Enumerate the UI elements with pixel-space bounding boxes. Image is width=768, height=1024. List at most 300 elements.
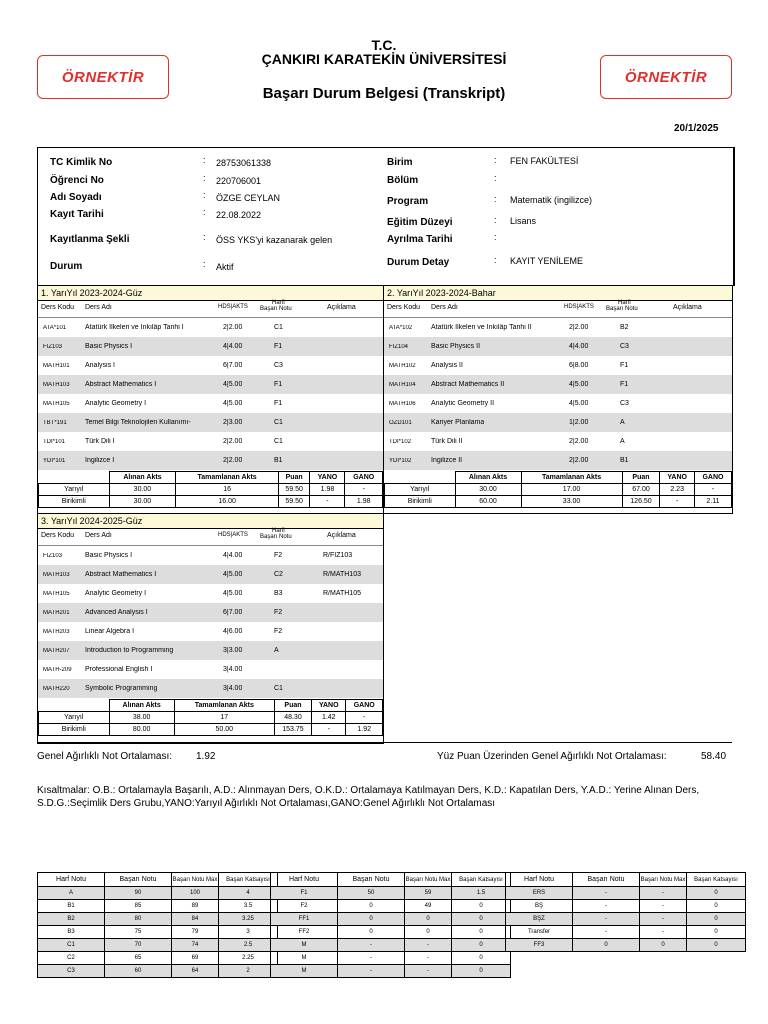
col-note: Açıklama (327, 304, 356, 311)
info-value: ÖSS YKS'yi kazanarak gelen (216, 235, 333, 245)
course-name: Basic Physics II (431, 343, 481, 350)
legend-row (271, 913, 511, 926)
course-hds: 3|3.00 (223, 647, 243, 654)
summary-header: Tamamlanan Akts (176, 472, 278, 484)
course-hds: 2|2.00 (569, 457, 589, 464)
info-label: Adı Soyadı (50, 192, 102, 203)
course-grade: F2 (274, 628, 283, 635)
info-colon: : (494, 232, 497, 242)
info-label: Program (387, 196, 429, 207)
semester-title: 1. YarıYıl 2023-2024-Güz (38, 286, 383, 301)
legend-cell: FF3 (506, 939, 573, 952)
info-colon: : (203, 259, 206, 269)
summary-corner (39, 472, 110, 484)
course-grade: C3 (274, 362, 283, 369)
course-code: MATH105 (43, 401, 70, 407)
summary-value: 17 (174, 712, 274, 724)
legend-cell: F1 (271, 887, 338, 900)
col-grade: Harfl (272, 528, 285, 534)
course-name: Abstract Mathematics I (85, 381, 157, 388)
legend-cell: 3 (219, 926, 278, 939)
legend-cell: FF1 (271, 913, 338, 926)
legend-row (271, 965, 511, 978)
legend-cell: 75 (105, 926, 172, 939)
course-row (384, 394, 732, 413)
course-code: MATH103 (43, 382, 70, 388)
legend-row (271, 926, 511, 939)
grade-legend-table (270, 872, 511, 978)
legend-row (271, 952, 511, 965)
legend-row (506, 939, 746, 952)
legend-row (38, 887, 278, 900)
course-name: Analytic Geometry I (85, 590, 147, 597)
stamp-text: ÖRNEKTİR (624, 68, 708, 86)
course-code: ATA*102 (389, 325, 413, 331)
course-code: MATH103 (43, 572, 70, 578)
legend-cell: - (640, 913, 687, 926)
course-hds: 6|7.00 (223, 362, 243, 369)
course-grade: F2 (274, 552, 283, 559)
course-hds: 1|2.00 (569, 419, 589, 426)
legend-header: Harf Notu (38, 873, 105, 887)
legend-cell: - (640, 887, 687, 900)
legend-cell: 4 (219, 887, 278, 900)
col-name: Ders Adı (431, 304, 458, 311)
gano-label: Genel Ağırlıklı Not Ortalaması: (37, 751, 173, 762)
legend-cell: - (405, 939, 452, 952)
legend-header-row (506, 873, 746, 887)
legend-cell: M (271, 952, 338, 965)
info-colon: : (203, 173, 206, 183)
course-grade: F1 (274, 381, 283, 388)
legend-cell: C1 (38, 939, 105, 952)
info-label: Eğitim Düzeyi (387, 217, 453, 228)
col-note: Açıklama (673, 304, 702, 311)
legend-cell: Transfer (506, 926, 573, 939)
yuz-puan-value: 58.40 (701, 751, 727, 762)
legend-cell: BŞZ (506, 913, 573, 926)
course-hds: 2|2.00 (569, 324, 589, 331)
course-grade: B2 (620, 324, 629, 331)
course-code: FİZ103 (43, 344, 63, 350)
summary-label: Birikimli (385, 496, 456, 508)
info-value: KAYIT YENİLEME (510, 256, 584, 266)
info-label: Bölüm (387, 175, 419, 186)
course-name: Professional English I (85, 666, 153, 673)
info-label: TC Kimlik No (50, 157, 113, 168)
col-grade: Başarı Notu (606, 306, 638, 312)
course-grade: B1 (620, 457, 629, 464)
course-row (38, 565, 383, 584)
info-label: Kayıt Tarihi (50, 209, 104, 220)
summary-header: Tamamlanan Akts (521, 472, 622, 484)
legend-cell: 64 (172, 965, 219, 978)
course-name: Analytic Geometry II (431, 400, 495, 407)
course-row (384, 337, 732, 356)
legend-cell: B1 (38, 900, 105, 913)
student-info-box (37, 147, 735, 286)
legend-cell: 84 (172, 913, 219, 926)
course-name: İngilizce I (85, 457, 115, 464)
course-hds: 4|5.00 (223, 381, 243, 388)
legend-row (38, 952, 278, 965)
legend-header-row (38, 873, 278, 887)
semester-1 (37, 285, 384, 514)
legend-cell: 2.5 (219, 939, 278, 952)
info-label: Durum (50, 261, 83, 272)
legend-cell: 70 (105, 939, 172, 952)
course-row (38, 337, 383, 356)
legend-cell: - (640, 900, 687, 913)
course-row (384, 451, 732, 470)
legend-cell: F2 (271, 900, 338, 913)
legend-cell: 0 (338, 900, 405, 913)
legend-header: Başarı Notu Max (640, 873, 687, 887)
document-date: 20/1/2025 (674, 123, 719, 134)
course-code: TDİ*102 (389, 439, 412, 445)
course-code: FİZ103 (43, 553, 63, 559)
col-code: Ders Kodu (41, 304, 75, 311)
summary-value: 59.50 (278, 484, 310, 496)
col-hds: HDS|AKTS (218, 304, 248, 310)
course-note: R/FİZ103 (323, 552, 353, 559)
course-hds: 4|5.00 (223, 400, 243, 407)
legend-header: Başarı Notu (573, 873, 640, 887)
summary-header-row (39, 472, 383, 484)
legend-cell: 0 (338, 913, 405, 926)
legend-cell: 2 (219, 965, 278, 978)
course-name: Türk Dili II (431, 438, 463, 445)
course-grade: C1 (274, 438, 283, 445)
info-colon: : (494, 255, 497, 265)
summary-value: 153.75 (274, 724, 311, 736)
university-name: ÇANKIRI KARATEKİN ÜNİVERSİTESİ (261, 51, 507, 67)
legend-cell: - (573, 900, 640, 913)
legend-cell: M (271, 965, 338, 978)
info-value: 220706001 (216, 176, 262, 186)
legend-header: Başarı Katsayısı (219, 873, 278, 887)
abbreviations-text: Kısaltmalar: O.B.: Ortalamayla Başarılı, A.D.: Alınmayan Ders, O.K.D.: Ortalamaya Katılmayan Ders, K.D.: Kapatılan Ders, Y.A.D.: Yerine Alınan Ders, S.D.G.:Seçimlik Ders Grubu,YANO:Yarıyıl Ağırlıklı Not Ortalaması,GANO:Genel Ağırlıklı Not Ortalaması (37, 785, 700, 809)
legend-cell: 100 (172, 887, 219, 900)
legend-cell: 0 (452, 965, 511, 978)
course-row (38, 679, 383, 698)
col-grade: Harfl (272, 300, 285, 306)
summary-value: 30.00 (109, 484, 176, 496)
course-hds: 4|5.00 (223, 571, 243, 578)
course-hds: 4|4.00 (223, 552, 243, 559)
course-column-headers (38, 529, 383, 546)
course-name: Analytic Geometry I (85, 400, 147, 407)
legend-cell: 59 (405, 887, 452, 900)
col-code: Ders Kodu (41, 532, 75, 539)
col-hds: HDS|AKTS (564, 304, 594, 310)
course-hds: 4|5.00 (569, 400, 589, 407)
summary-value: 1.42 (312, 712, 346, 724)
summary-row (39, 484, 383, 496)
legend-cell: 3.25 (219, 913, 278, 926)
summary-value: 1.98 (310, 484, 345, 496)
summary-value: 16 (176, 484, 278, 496)
legend-cell: A (38, 887, 105, 900)
summary-label: Yarıyıl (39, 484, 110, 496)
summary-value: - (345, 484, 383, 496)
legend-cell: B3 (38, 926, 105, 939)
course-code: MATH102 (389, 363, 416, 369)
summary-value: 2.11 (694, 496, 731, 508)
legend-cell: 80 (105, 913, 172, 926)
course-note: R/MATH103 (323, 571, 361, 578)
course-name: Atatürk İlkeleri ve İnkılâp Tarihi II (431, 324, 532, 331)
legend-cell: - (338, 952, 405, 965)
course-name: Abstract Mathematics I (85, 571, 157, 578)
summary-value: 38.00 (109, 712, 174, 724)
legend-cell: - (405, 965, 452, 978)
course-row (38, 356, 383, 375)
legend-cell: C3 (38, 965, 105, 978)
summary-value: 60.00 (455, 496, 521, 508)
legend-cell: BŞ (506, 900, 573, 913)
course-hds: 2|2.00 (223, 457, 243, 464)
summary-value: 80.00 (109, 724, 174, 736)
course-row (384, 432, 732, 451)
info-value: Lisans (510, 216, 537, 226)
summary-value: - (660, 496, 695, 508)
info-value: 28753061338 (216, 158, 272, 168)
info-colon: : (203, 190, 206, 200)
course-code: MATH105 (43, 591, 70, 597)
course-name: Symbolic Programming (85, 685, 158, 692)
legend-row (38, 926, 278, 939)
course-code: MATH207 (43, 648, 70, 654)
course-grade: F2 (274, 609, 283, 616)
legend-row (271, 900, 511, 913)
course-grade: C2 (274, 571, 283, 578)
course-name: Kariyer Planlama (431, 419, 485, 426)
summary-row (385, 496, 732, 508)
legend-cell: 90 (105, 887, 172, 900)
semester-title: 2. YarıYıl 2023-2024-Bahar (384, 286, 732, 301)
legend-cell: ERS (506, 887, 573, 900)
course-row (38, 584, 383, 603)
info-colon: : (494, 173, 497, 183)
course-name: Linear Algebra I (85, 628, 135, 635)
course-hds: 4|5.00 (223, 590, 243, 597)
course-row (38, 375, 383, 394)
course-name: Basic Physics I (85, 343, 133, 350)
course-name: Türk Dili I (85, 438, 115, 445)
course-grade: A (620, 419, 625, 426)
legend-row (271, 887, 511, 900)
course-grade: A (274, 647, 279, 654)
course-grade: C1 (274, 685, 283, 692)
course-name: Analysis I (85, 362, 115, 369)
course-hds: 3|4.00 (223, 666, 243, 673)
course-name: Basic Physics I (85, 552, 133, 559)
col-note: Açıklama (327, 532, 356, 539)
summary-value: 30.00 (455, 484, 521, 496)
summary-row (39, 724, 383, 736)
col-hds: HDS|AKTS (218, 532, 248, 538)
col-grade: Başarı Notu (260, 306, 292, 312)
info-value: Matematik (ingilizce) (510, 195, 593, 205)
yuz-puan-label: Yüz Puan Üzerinden Genel Ağırlıklı Not Ortalaması: (437, 751, 667, 762)
info-value: 22.08.2022 (216, 210, 262, 220)
course-row (38, 318, 383, 337)
summary-value: - (694, 484, 731, 496)
summary-value: 126.50 (622, 496, 660, 508)
legend-cell: B2 (38, 913, 105, 926)
summary-label: Birikimli (39, 496, 110, 508)
summary-value: 1.98 (345, 496, 383, 508)
legend-row (38, 939, 278, 952)
info-value: FEN FAKÜLTESİ (510, 156, 579, 166)
legend-header: Başarı Notu (338, 873, 405, 887)
summary-value: 16.00 (176, 496, 278, 508)
legend-header: Başarı Katsayısı (687, 873, 746, 887)
info-value: ÖZGE CEYLAN (216, 193, 281, 203)
course-hds: 2|3.00 (223, 419, 243, 426)
legend-cell: 0 (338, 926, 405, 939)
legend-header: Harf Notu (271, 873, 338, 887)
header-tc: T.C. (371, 37, 397, 53)
info-colon: : (203, 232, 206, 242)
legend-row (38, 913, 278, 926)
summary-value: 48.30 (274, 712, 311, 724)
summary-header: Puan (622, 472, 660, 484)
info-label: Kayıtlanma Şekli (50, 234, 130, 245)
info-label: Öğrenci No (50, 175, 104, 186)
semester-2 (383, 285, 733, 514)
summary-header: YANO (660, 472, 695, 484)
summary-value: - (312, 724, 346, 736)
course-code: MATH-209 (43, 667, 72, 673)
course-hds: 2|2.00 (223, 324, 243, 331)
legend-header: Başarı Notu Max (172, 873, 219, 887)
course-row (38, 394, 383, 413)
course-code: OZD101 (389, 420, 412, 426)
course-code: MATH106 (389, 401, 416, 407)
course-name: Abstract Mathematics II (431, 381, 505, 388)
course-code: ATA*101 (43, 325, 67, 331)
info-colon: : (494, 155, 497, 165)
summary-corner (39, 700, 110, 712)
legend-row (506, 913, 746, 926)
summary-header-row (39, 700, 383, 712)
summary-label: Birikimli (39, 724, 110, 736)
info-colon: : (203, 207, 206, 217)
legend-cell: FF2 (271, 926, 338, 939)
legend-row (38, 900, 278, 913)
course-grade: A (620, 438, 625, 445)
legend-row (506, 887, 746, 900)
summary-header: GANO (345, 472, 383, 484)
summary-label: Yarıyıl (385, 484, 456, 496)
info-label: Ayrılma Tarihi (387, 234, 453, 245)
course-hds: 2|2.00 (569, 438, 589, 445)
legend-header: Başarı Notu Max (405, 873, 452, 887)
course-column-headers (384, 301, 732, 318)
course-hds: 3|4.00 (223, 685, 243, 692)
legend-cell: 0 (687, 913, 746, 926)
course-name: Analysis II (431, 362, 463, 369)
course-row (384, 413, 732, 432)
summary-header: YANO (312, 700, 346, 712)
summary-label: Yarıyıl (39, 712, 110, 724)
legend-row (506, 900, 746, 913)
legend-cell: 3.5 (219, 900, 278, 913)
col-name: Ders Adı (85, 532, 112, 539)
course-code: TBT*191 (43, 420, 67, 426)
summary-value: 33.00 (521, 496, 622, 508)
legend-header-row (271, 873, 511, 887)
course-grade: F1 (274, 343, 283, 350)
legend-header: Harf Notu (506, 873, 573, 887)
summary-value: - (310, 496, 345, 508)
legend-cell: 0 (687, 887, 746, 900)
col-code: Ders Kodu (387, 304, 421, 311)
course-grade: C1 (274, 419, 283, 426)
legend-cell: M (271, 939, 338, 952)
course-grade: F1 (620, 362, 629, 369)
course-code: MATH203 (43, 629, 70, 635)
course-grade: C3 (620, 343, 629, 350)
semester-summary (38, 699, 383, 736)
grade-legend-table (37, 872, 278, 978)
summary-header: GANO (694, 472, 731, 484)
grade-legend-table (505, 872, 746, 952)
legend-cell: 0 (573, 939, 640, 952)
summary-value: 1.92 (346, 724, 383, 736)
course-row (38, 622, 383, 641)
course-code: TDİ*101 (43, 439, 66, 445)
legend-cell: 65 (105, 952, 172, 965)
summary-header: YANO (310, 472, 345, 484)
course-row (384, 375, 732, 394)
legend-cell: - (573, 913, 640, 926)
course-name: Advanced Analysis I (85, 609, 148, 616)
legend-cell: 74 (172, 939, 219, 952)
legend-cell: 0 (452, 939, 511, 952)
course-name: Introduction to Programming (85, 647, 174, 654)
course-name: Temel Bilgi Teknolojileri Kullanımı- (85, 419, 191, 426)
legend-cell: 49 (405, 900, 452, 913)
course-grade: F1 (620, 381, 629, 388)
legend-header: Başarı Katsayısı (452, 873, 511, 887)
course-hds: 6|8.00 (569, 362, 589, 369)
legend-cell: 69 (172, 952, 219, 965)
summary-header: Alınan Akts (109, 700, 174, 712)
document-title: Başarı Durum Belgesi (Transkript) (262, 85, 506, 102)
semester-3 (37, 513, 384, 744)
summary-value: 50.00 (174, 724, 274, 736)
course-grade: B3 (274, 590, 283, 597)
course-name: Atatürk İlkeleri ve İnkılâp Tarihi I (85, 324, 184, 331)
legend-cell: 0 (405, 913, 452, 926)
summary-row (385, 484, 732, 496)
legend-row (506, 926, 746, 939)
legend-cell: 0 (687, 939, 746, 952)
summary-header: GANO (346, 700, 383, 712)
summary-header: Tamamlanan Akts (174, 700, 274, 712)
info-value: Aktif (216, 262, 234, 272)
summary-value: 59.50 (278, 496, 310, 508)
legend-row (271, 939, 511, 952)
legend-cell: C2 (38, 952, 105, 965)
course-code: MATH104 (389, 382, 416, 388)
stamp-text: ÖRNEKTİR (61, 68, 145, 86)
legend-cell: 0 (640, 939, 687, 952)
course-code: MATH220 (43, 686, 70, 692)
